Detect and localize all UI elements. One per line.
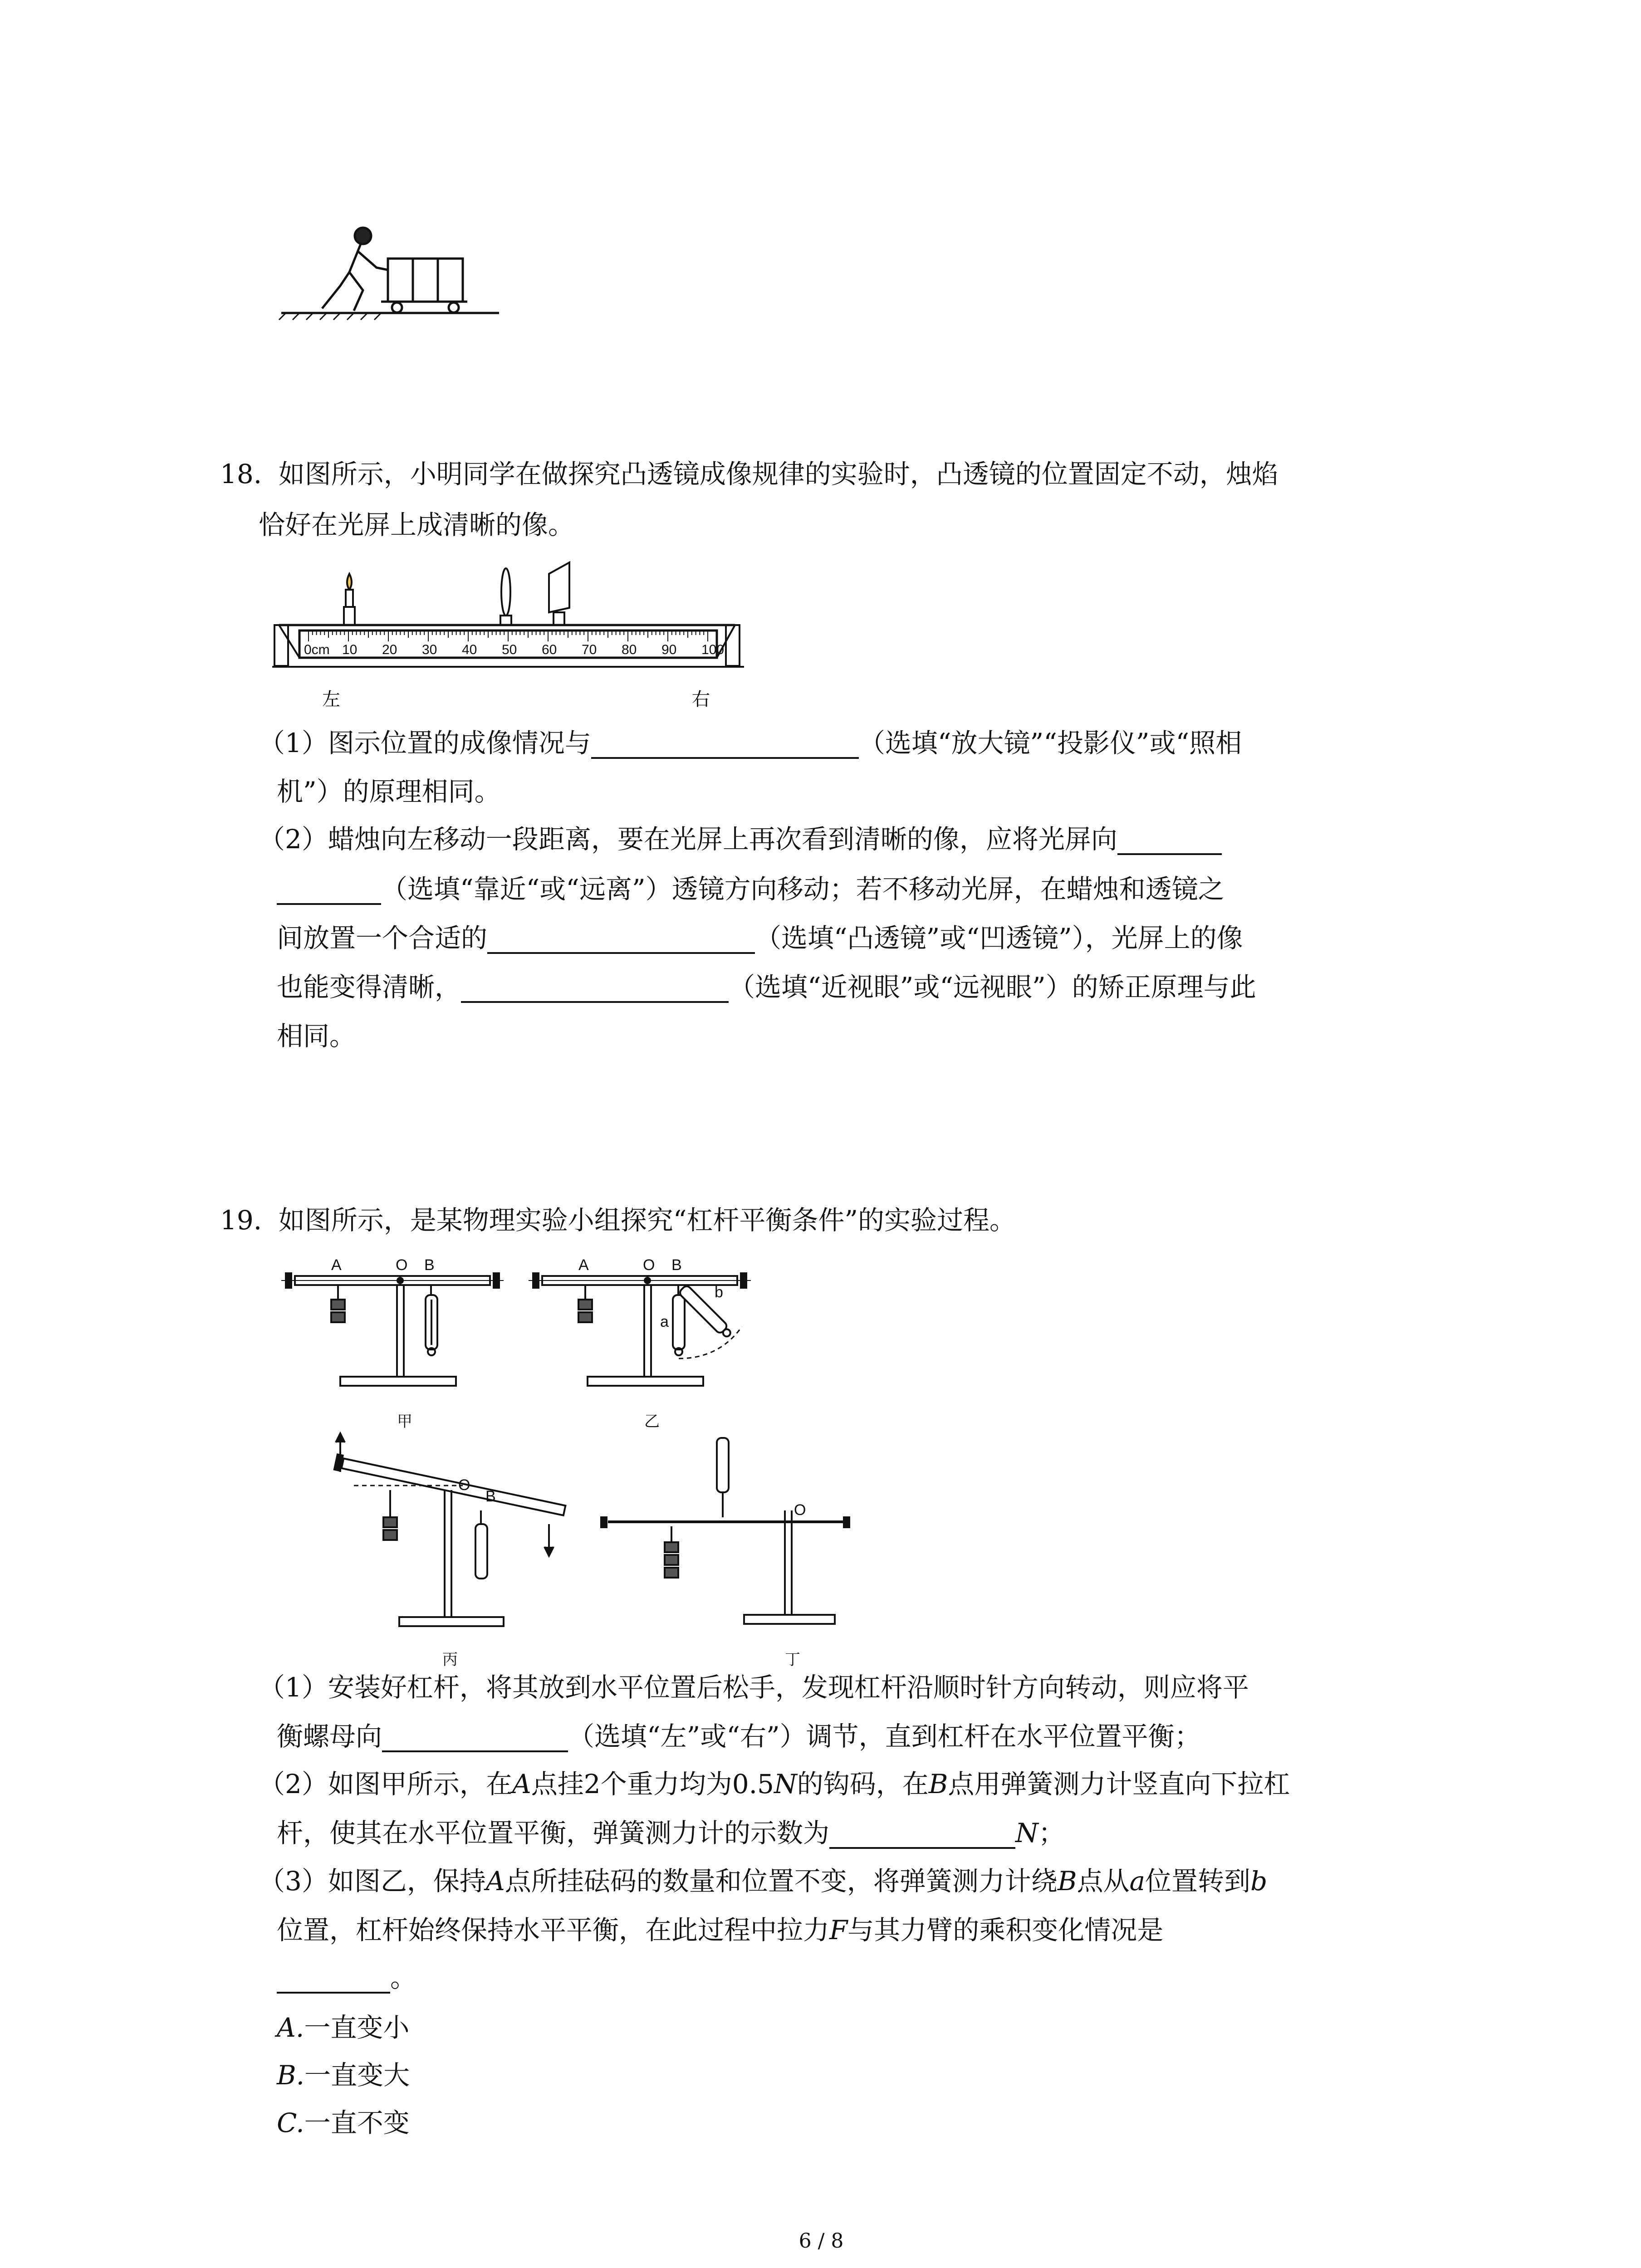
q19-part3-line3	[277, 1962, 416, 1994]
q19-part2-unit-N2: N	[1015, 1818, 1038, 1848]
ruler-label: 10	[342, 642, 358, 657]
q19-part3-var-F: F	[829, 1915, 848, 1945]
q18-part2-text-c2: （选填“凸透镜”或“凹透镜”），光屏上的像	[755, 923, 1243, 953]
q19-part3-var-A: A	[485, 1866, 505, 1897]
ruler-label: 0cm	[304, 642, 330, 657]
bing-point-O: O	[458, 1476, 470, 1494]
q19-part1-text-b1: 衡螺母向	[277, 1721, 382, 1752]
q19-part2-text-b1: 杆，使其在水平位置平衡，弹簧测力计的示数为	[277, 1818, 830, 1848]
yi-point-A: A	[578, 1256, 589, 1274]
ding-point-O: O	[794, 1501, 806, 1519]
q18-part2-line2	[277, 873, 1225, 905]
lever-figure-ding	[599, 1424, 853, 1678]
q19-part2-text-a3: 的钩码，在	[797, 1769, 929, 1799]
q18-part2-line4	[277, 971, 1256, 1003]
ruler-label: 90	[661, 642, 677, 657]
q19-stem-text: 如图所示，是某物理实验小组探究“杠杆平衡条件”的实验过程。	[278, 1205, 1016, 1236]
q19-part3-line1	[259, 1865, 1267, 1897]
page-number: 6 / 8	[798, 2229, 844, 2253]
q19-part3-var-B: B	[1057, 1866, 1077, 1897]
ruler-label: 40	[462, 642, 477, 657]
q18-part2-text-b: （选填“靠近“或“远离”）透镜方向移动；若不移动光屏，在蜡烛和透镜之	[381, 874, 1225, 904]
yi-point-b: b	[715, 1284, 723, 1301]
bench-right-label: 右	[692, 689, 710, 709]
q18-part2-line5: 相同。	[277, 1021, 356, 1051]
q18-stem-line1	[220, 458, 1279, 490]
lever-figure-bing	[313, 1427, 594, 1681]
option-letter: A.	[277, 2012, 304, 2043]
q19-option-a[interactable]	[277, 2012, 409, 2043]
ruler-label: 30	[422, 642, 437, 657]
lever-figure-yi	[529, 1254, 783, 1436]
q19-part2-text-a4: 点用弹簧测力计竖直向下拉杠	[948, 1769, 1290, 1799]
bing-point-B: B	[485, 1488, 496, 1505]
option-text: 一直不变	[304, 2107, 410, 2138]
q18-part1-line1	[259, 727, 1242, 759]
q19-number: 19.	[220, 1205, 262, 1236]
ruler-label: 100	[701, 642, 725, 657]
bing-label: 丙	[442, 1651, 458, 1668]
q18-part1-text-a: （1）图示位置的成像情况与	[259, 728, 591, 758]
q18-answer-blank-4[interactable]	[461, 976, 729, 1003]
option-text: 一直变小	[304, 2012, 410, 2043]
q18-stem-text: 如图所示，小明同学在做探究凸透镜成像规律的实验时，凸透镜的位置固定不动，烛焰	[278, 459, 1279, 489]
ruler-label: 70	[582, 642, 597, 657]
q18-answer-blank-2a[interactable]	[1117, 828, 1222, 855]
q18-part2-text-d1: 也能变得清晰，	[277, 972, 461, 1002]
q19-part3-text-a4: 位置转到	[1145, 1866, 1251, 1897]
q19-part3-text-a1: （3）如图乙，保持	[259, 1866, 486, 1897]
yi-point-O: O	[643, 1256, 655, 1274]
option-text: 一直变大	[304, 2060, 410, 2091]
q18-number: 18.	[220, 459, 262, 489]
q19-answer-blank-3[interactable]	[277, 1966, 390, 1994]
jia-point-B: B	[424, 1256, 435, 1274]
q19-part2-text-a2: 点挂2个重力均为0.5	[531, 1769, 774, 1799]
option-letter: B.	[277, 2060, 305, 2091]
ruler-label: 50	[502, 642, 517, 657]
q18-part2-line3	[277, 922, 1243, 954]
q19-part3-var-a: a	[1129, 1866, 1146, 1897]
q19-part2-line2	[277, 1817, 1065, 1849]
yi-point-a: a	[660, 1313, 669, 1330]
q18-stem-line2: 恰好在光屏上成清晰的像。	[259, 509, 575, 540]
q19-answer-blank-1[interactable]	[382, 1725, 568, 1752]
q19-part2-line1	[259, 1768, 1290, 1800]
q19-option-b[interactable]	[277, 2059, 410, 2091]
option-letter: C.	[277, 2107, 304, 2138]
bench-left-label: 左	[322, 689, 340, 709]
ruler-label: 20	[382, 642, 397, 657]
jia-point-O: O	[396, 1256, 408, 1274]
person-pushing-cart-figure	[272, 218, 508, 322]
q18-answer-blank-2b[interactable]	[277, 878, 381, 905]
lever-figure-jia	[281, 1254, 517, 1436]
jia-point-A: A	[331, 1256, 342, 1274]
q19-option-c[interactable]	[277, 2107, 410, 2139]
q19-part3-text-end: 。	[390, 1962, 417, 1993]
jia-label: 甲	[397, 1413, 412, 1430]
q19-part3-text-a3: 点从	[1077, 1866, 1130, 1897]
q19-part2-unit-N: N	[774, 1769, 797, 1799]
q19-stem	[220, 1204, 1016, 1236]
q18-part1-text-b: （选填“放大镜”“投影仪”或“照相	[858, 728, 1242, 758]
q19-part2-text-a1: （2）如图甲所示，在	[259, 1769, 512, 1799]
q19-part2-var-B: B	[928, 1769, 948, 1799]
q18-part2-text-a: （2）蜡烛向左移动一段距离，要在光屏上再次看到清晰的像，应将光屏向	[259, 824, 1117, 855]
q19-answer-blank-2[interactable]	[829, 1822, 1015, 1849]
q18-part2-text-d2: （选填“近视眼”或“远视眼”）的矫正原理与此	[729, 972, 1256, 1002]
q19-part3-var-b: b	[1250, 1866, 1268, 1897]
q18-answer-blank-3[interactable]	[487, 927, 755, 954]
q19-part1-line2	[277, 1721, 1201, 1752]
q19-part3-text-b1: 位置，杠杆始终保持水平平衡，在此过程中拉力	[277, 1915, 830, 1945]
q18-part1-line2: 机”）的原理相同。	[277, 776, 501, 807]
yi-label: 乙	[644, 1413, 660, 1430]
q19-part1-text-b2: （选填“左”或“右”）调节，直到杠杆在水平位置平衡；	[568, 1721, 1201, 1752]
ruler-label: 80	[622, 642, 637, 657]
q19-part2-var-A: A	[512, 1769, 531, 1799]
q19-part1-line1: （1）安装好杠杆，将其放到水平位置后松手，发现杠杆沿顺时针方向转动，则应将平	[259, 1672, 1249, 1703]
q19-part3-line2	[277, 1914, 1163, 1946]
q19-part3-text-a2: 点所挂砝码的数量和位置不变，将弹簧测力计绕	[505, 1866, 1058, 1897]
q19-part2-text-b2: ；	[1038, 1818, 1065, 1848]
q18-answer-blank-1[interactable]	[591, 732, 859, 759]
optical-bench-figure	[272, 558, 749, 721]
q18-part2-text-c1: 间放置一个合适的	[277, 923, 488, 953]
ruler-label: 60	[542, 642, 557, 657]
q19-part3-text-b2: 与其力臂的乘积变化情况是	[847, 1915, 1164, 1945]
ding-label: 丁	[785, 1651, 800, 1668]
q18-part2-line1	[259, 823, 1222, 855]
yi-point-B: B	[671, 1256, 682, 1274]
